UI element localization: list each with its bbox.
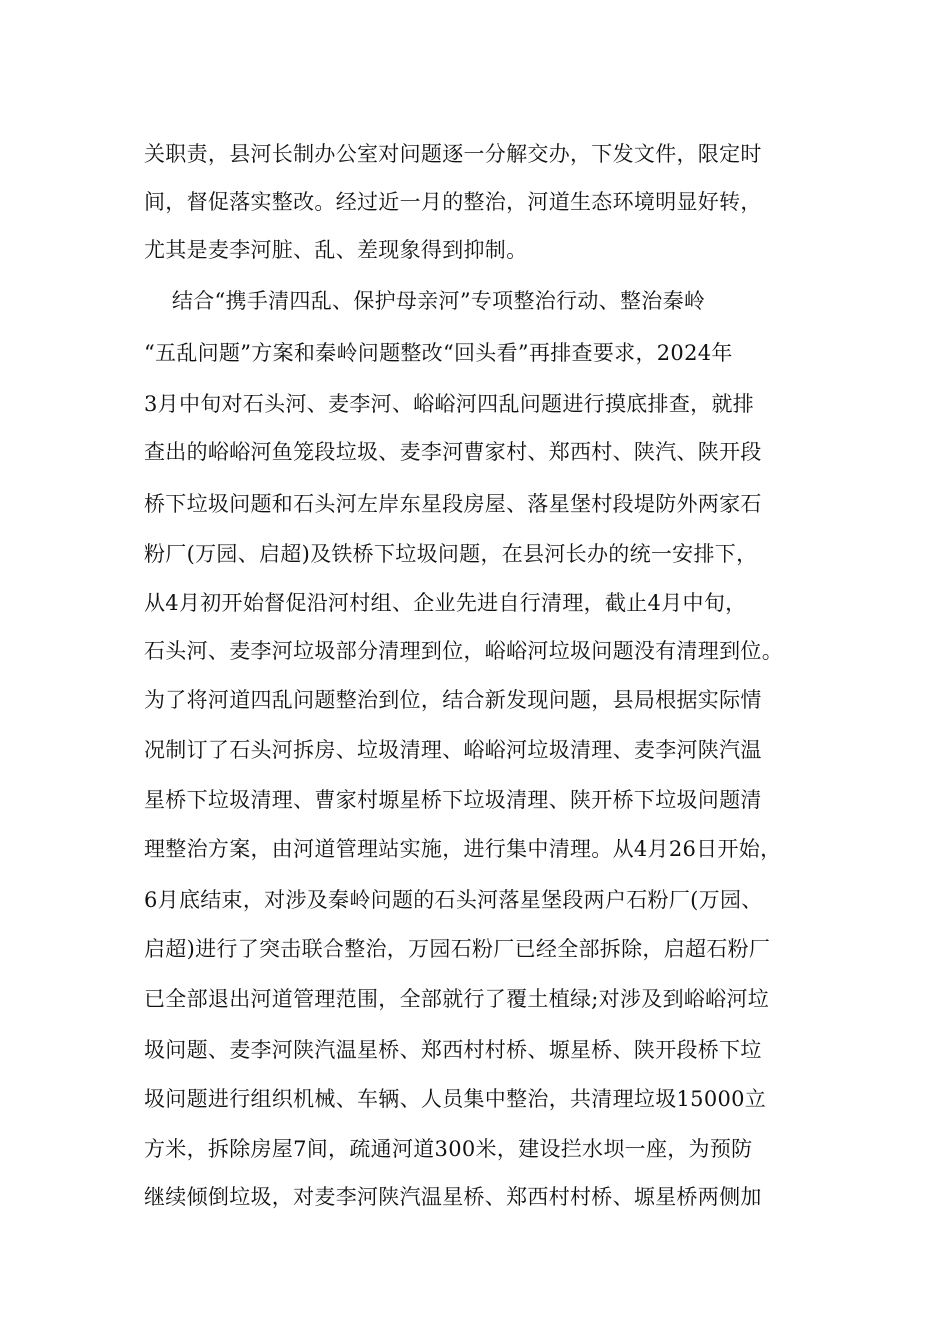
text-line: 星桥下垃圾清理、曹家村塬星桥下垃圾清理、陕开桥下垃圾问题清 <box>144 788 762 812</box>
text-line: “五乱问题”方案和秦岭问题整改“回头看”再排查要求，2024年 <box>144 341 733 365</box>
text-line: 3月中旬对石头河、麦李河、峪峪河四乱问题进行摸底排查，就排 <box>144 392 755 416</box>
text-line: 继续倾倒垃圾，对麦李河陕汽温星桥、郑西村村桥、塬星桥两侧加 <box>144 1185 762 1209</box>
text-line: 关职责，县河长制办公室对问题逐一分解交办，下发文件，限定时 <box>144 142 762 166</box>
text-line: 况制订了石头河拆房、垃圾清理、峪峪河垃圾清理、麦李河陕汽温 <box>144 738 762 762</box>
text-line: 启超)进行了突击联合整治，万园石粉厂已经全部拆除，启超石粉厂 <box>144 937 771 961</box>
text-line: 查出的峪峪河鱼笼段垃圾、麦李河曹家村、郑西村、陕汽、陕开段 <box>144 440 762 464</box>
text-line: 桥下垃圾问题和石头河左岸东星段房屋、落星堡村段堤防外两家石 <box>144 492 762 516</box>
text-line: 石头河、麦李河垃圾部分清理到位，峪峪河垃圾问题没有清理到位。 <box>144 639 783 663</box>
text-line: 圾问题进行组织机械、车辆、人员集中整治，共清理垃圾15000立 <box>144 1087 767 1111</box>
text-line: 理整治方案，由河道管理站实施，进行集中清理。从4月26日开始， <box>144 837 782 861</box>
text-line: 方米，拆除房屋7间，疏通河道300米，建设拦水坝一座，为预防 <box>144 1137 753 1161</box>
text-line: 圾问题、麦李河陕汽温星桥、郑西村村桥、塬星桥、陕开段桥下垃 <box>144 1038 762 1062</box>
text-line: 已全部退出河道管理范围，全部就行了覆土植绿;对涉及到峪峪河垃 <box>144 987 770 1011</box>
text-line: 6月底结束，对涉及秦岭问题的石头河落星堡段两户石粉厂(万园、 <box>144 888 763 912</box>
text-line: 从4月初开始督促沿河村组、企业先进自行清理，截止4月中旬， <box>144 591 747 615</box>
text-line: 间，督促落实整改。经过近一月的整治，河道生态环境明显好转， <box>144 190 762 214</box>
text-line: 尤其是麦李河脏、乱、差现象得到抑制。 <box>144 238 528 262</box>
text-line: 为了将河道四乱问题整治到位，结合新发现问题，县局根据实际情 <box>144 688 762 712</box>
text-line: 粉厂(万园、启超)及铁桥下垃圾问题，在县河长办的统一安排下， <box>144 542 758 566</box>
paragraph-first-line: 结合“携手清四乱、保护母亲河”专项整治行动、整治秦岭 <box>144 289 706 313</box>
